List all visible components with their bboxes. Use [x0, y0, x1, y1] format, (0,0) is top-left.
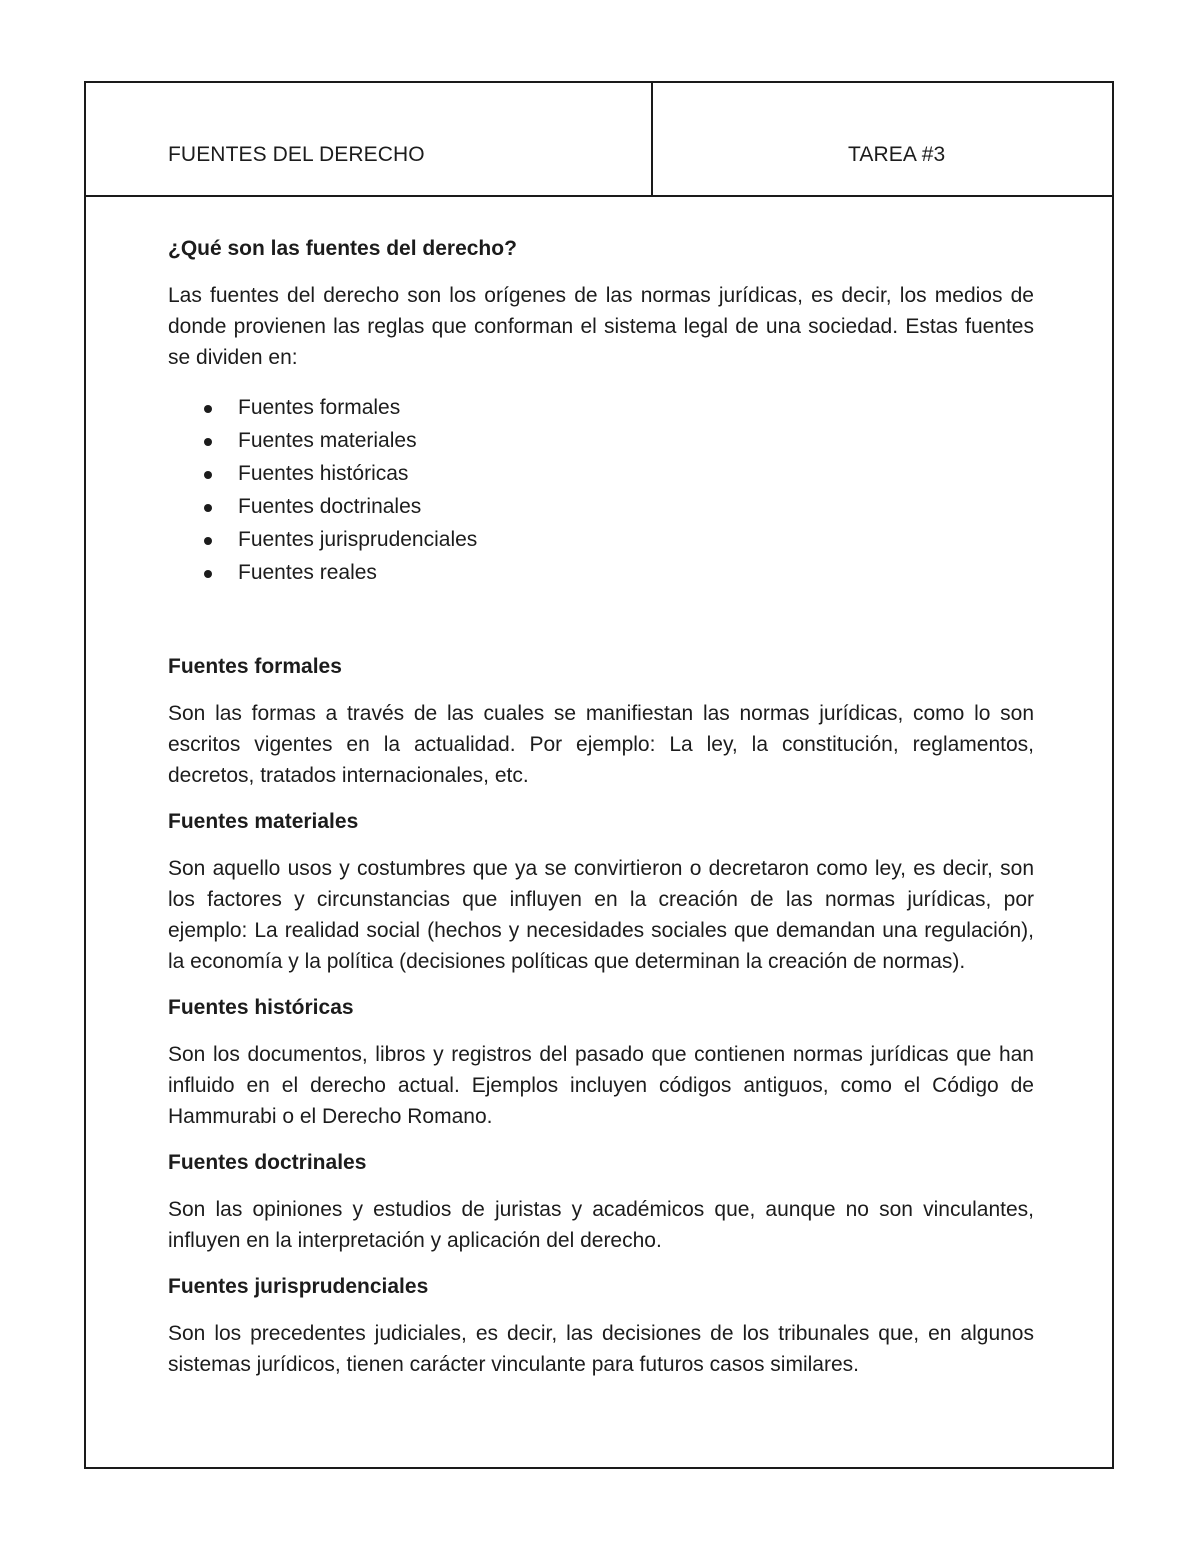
list-item-label: Fuentes jurisprudenciales	[238, 528, 478, 551]
section-text-doctrinales: Son las opiniones y estudios de juristas y académicos que, aunque no son vinculantes, influyen en la interpretación y aplicación del derecho.	[168, 1198, 1034, 1252]
list-item	[168, 523, 1034, 556]
intro-paragraph: Las fuentes del derecho son los orígenes de las normas jurídicas, es decir, los medios de donde provienen las reglas que conforman el sistema legal de una sociedad. Estas fuentes se dividen en:	[168, 284, 1034, 369]
bullet-icon	[204, 504, 212, 512]
document-title: FUENTES DEL DERECHO	[168, 143, 425, 166]
list-item-label: Fuentes materiales	[238, 429, 417, 452]
section-text-formales: Son las formas a través de las cuales se manifiestan las normas jurídicas, como lo son escritos vigentes en la actualidad. Por ejemplo: La ley, la constitución, reglamentos, decretos, tratados internacionales, etc.	[168, 702, 1034, 787]
section-heading-historicas: Fuentes históricas	[168, 996, 354, 1019]
section-heading-materiales: Fuentes materiales	[168, 810, 359, 833]
intro-question: ¿Qué son las fuentes del derecho?	[168, 237, 517, 260]
list-item	[168, 490, 1034, 523]
bullet-icon	[204, 537, 212, 545]
list-item-label: Fuentes doctrinales	[238, 495, 422, 518]
section-text-jurisprudenciales: Son los precedentes judiciales, es decir, las decisiones de los tribunales que, en algunos sistemas jurídicos, tienen carácter vinculante para futuros casos similares.	[168, 1322, 1034, 1376]
section-heading-jurisprudenciales: Fuentes jurisprudenciales	[168, 1275, 429, 1298]
section-text-historicas: Son los documentos, libros y registros del pasado que contienen normas jurídicas que han influido en el derecho actual. Ejemplos incluyen códigos antiguos, como el Código de Hammurabi o el Derecho Romano.	[168, 1043, 1034, 1128]
section-text-materiales: Son aquello usos y costumbres que ya se convirtieron o decretaron como ley, es decir, son los factores y circunstancias que influyen en la creación de las normas jurídicas, por ejemplo: La realidad social (hechos y necesidades sociales que demandan una regulación), la economía y la política (decisiones políticas que determinan la creación de normas).	[168, 857, 1034, 973]
section-heading-formales: Fuentes formales	[168, 655, 342, 678]
list-item-label: Fuentes reales	[238, 561, 377, 584]
list-item-label: Fuentes formales	[238, 396, 401, 419]
list-item-label: Fuentes históricas	[238, 462, 409, 485]
document-body	[168, 233, 1034, 1380]
sources-list	[168, 391, 1034, 589]
list-item	[168, 457, 1034, 490]
assignment-label: TAREA #3	[848, 143, 946, 166]
section-heading-doctrinales: Fuentes doctrinales	[168, 1151, 367, 1174]
header-table-row	[86, 83, 1112, 197]
bullet-icon	[204, 438, 212, 446]
list-item	[168, 391, 1034, 424]
document-frame	[84, 81, 1114, 1469]
header-divider	[651, 83, 653, 195]
list-item	[168, 556, 1034, 589]
bullet-icon	[204, 471, 212, 479]
bullet-icon	[204, 405, 212, 413]
bullet-icon	[204, 570, 212, 578]
list-item	[168, 424, 1034, 457]
